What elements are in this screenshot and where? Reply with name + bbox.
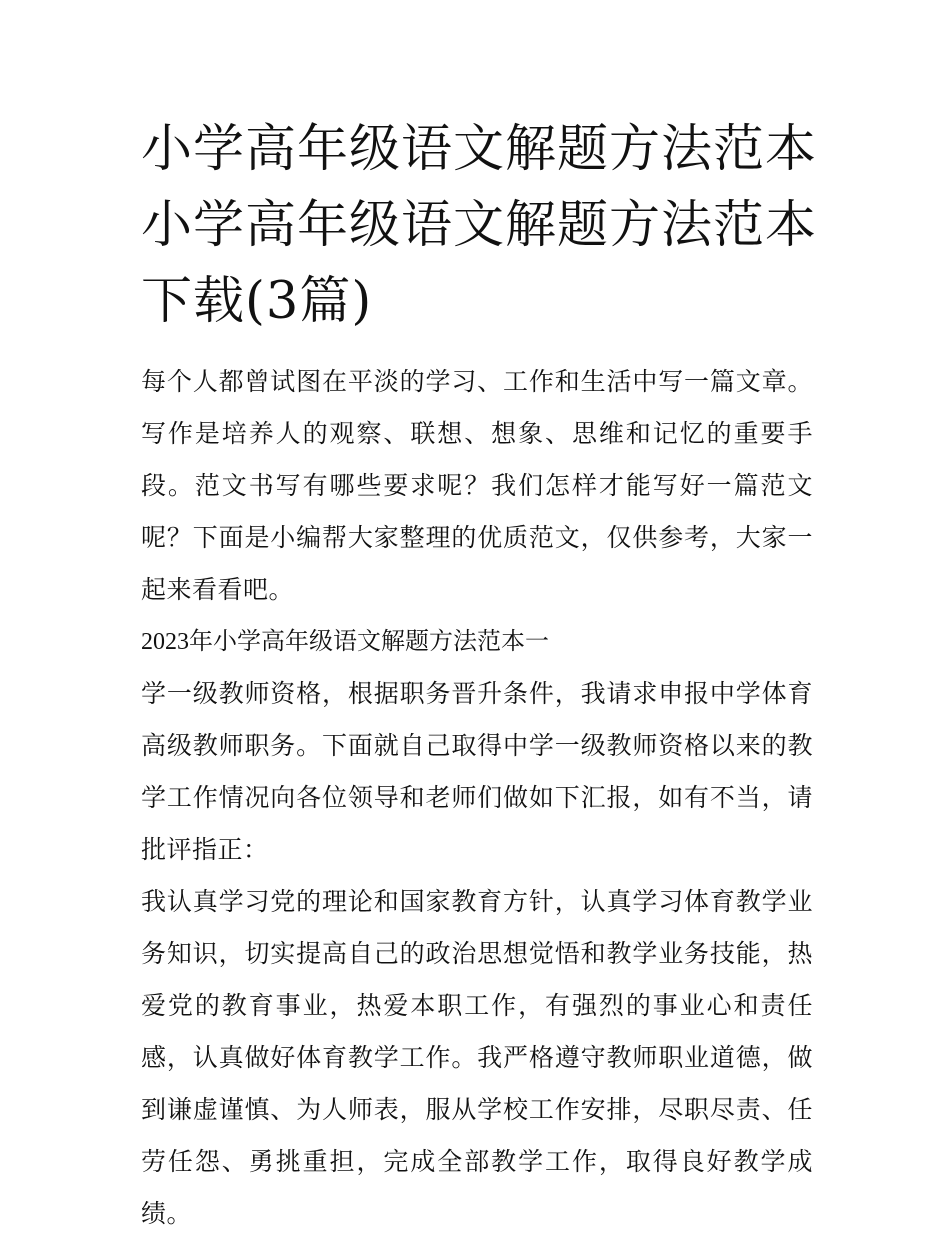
title-line-1: 小学高年级语文解题方法范本 [141,120,818,179]
intro-paragraph: 每个人都曾试图在平淡的学习、工作和生活中写一篇文章。写作是培养人的观察、联想、想象、思维和记忆的重要手段。范文书写有哪些要求呢？我们怎样才能写好一篇范文呢？下面是小编帮大家整理的优质范文，仅供参考，大家一起来看看吧。 [141,367,813,604]
title-line-2: 小学高年级语文解题方法范本 [141,196,818,255]
body-paragraph-2: 我认真学习党的理论和国家教育方针，认真学习体育教学业务知识，切实提高自己的政治思想觉悟和教学业务技能，热爱党的教育事业，热爱本职工作，有强烈的事业心和责任感，认真做好体育教学工作。我严格遵守教师职业道德，做到谦虚谨慎、为人师表，服从学校工作安排，尽职尽责、任劳任怨、勇挑重担，完成全部教学工作，取得良好教学成绩。 [141,887,813,1228]
document-title [141,112,818,340]
document-content [141,112,818,1240]
section-heading: 2023年小学高年级语文解题方法范本一 [141,629,549,655]
body-paragraph-1: 学一级教师资格，根据职务晋升条件，我请求申报中学体育高级教师职务。下面就自己取得中学一级教师资格以来的教学工作情况向各位领导和老师们做如下汇报，如有不当，请批评指正： [141,679,813,864]
title-line-3: 下载(3篇) [141,272,373,331]
